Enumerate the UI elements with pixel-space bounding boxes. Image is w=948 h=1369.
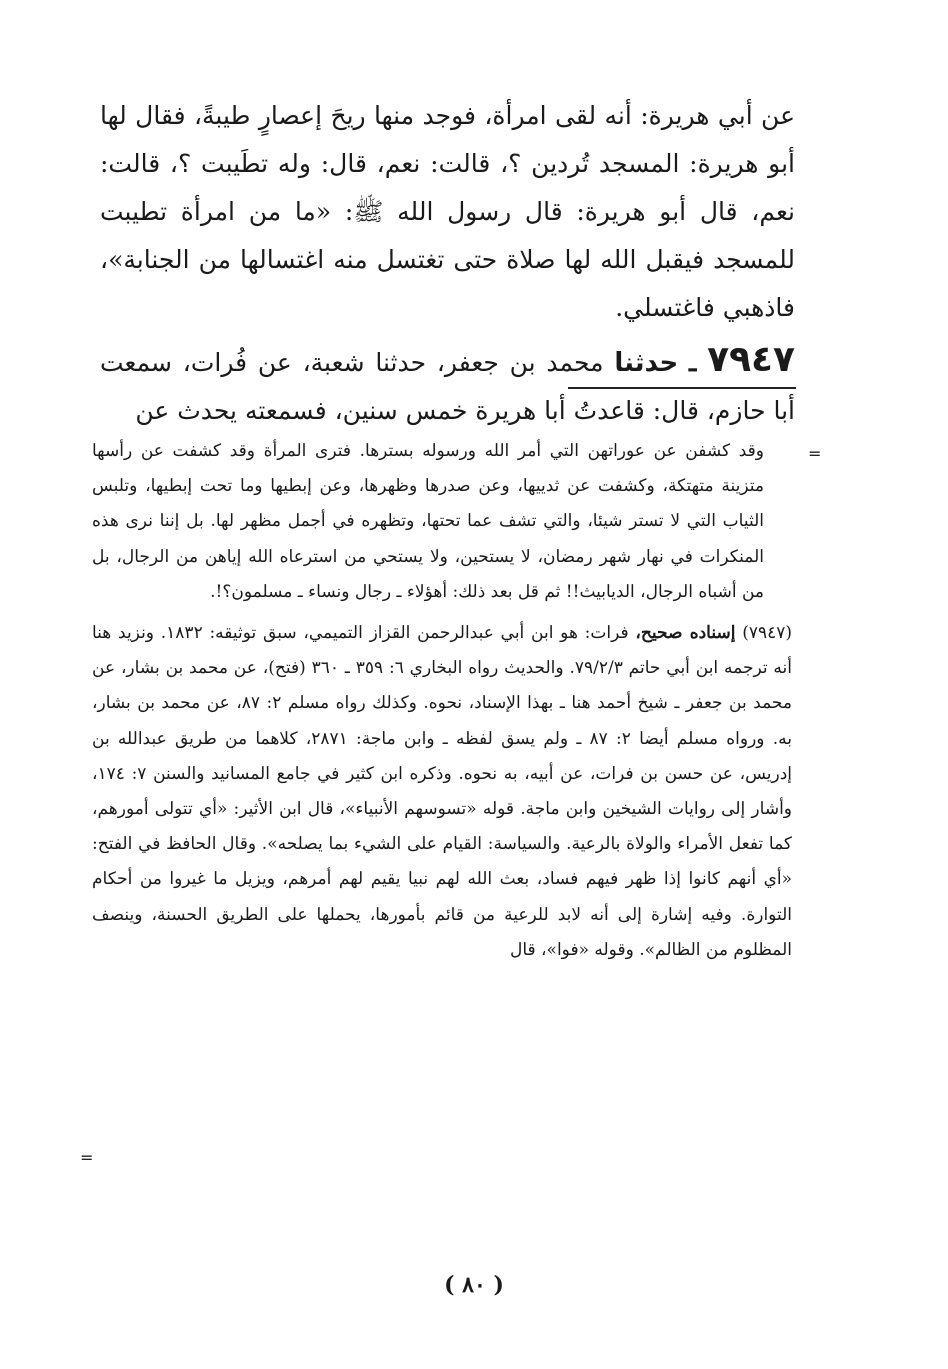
hadith-text: محمد بن جعفر، حدثنا شعبة، عن فُرات، سمعت أبا حازم، قال: قاعدتُ أبا هريرة خمس سنين، فسمعته يحدث عن bbox=[100, 348, 795, 425]
hadith-dash: ـ bbox=[689, 348, 697, 377]
page-number: ( ٨٠ ) bbox=[444, 1272, 504, 1298]
footnote-continuation: وقد كشفن عن عوراتهن التي أمر الله ورسوله بسترها. فترى المرأة وقد كشفت عن رأسها متزينة متهتكة، وكشفت عن ثدييها، وعن صدرها وظهرها، وعن إبطيها وما تحت إبطيها، وتلبس الثياب التي لا تستر شيئا، والتي تشف عما تحتها، وتظهره في أجمل مظهر لها. بل إننا نرى هذه المنكرات في نهار شهر رمضان، لا يستحين، ولا يستحي من استرعاه الله إياهن من الرجال، بل من أشباه الرجال، الديابيث!! ثم قل بعد ذلك: أهؤلاء ـ رجال ونساء ـ مسلمون؟!. bbox=[92, 441, 764, 602]
hadith-opening: حدثنا bbox=[614, 348, 679, 378]
footnote-text: فرات: هو ابن أبي عبدالرحمن القزاز التميمي، سبق توثيقه: ١٨٣٢. ونزيد هنا أنه ترجمه ابن أبي حاتم ٧٩/٢/٣. والحديث رواه البخاري ٦: ٣٥٩ ـ ٣٦٠ (فتح)، عن محمد بن بشار، عن محمد بن جعفر ـ شيخ أحمد هنا ـ بهذا الإسناد، نحوه. وكذلك رواه مسلم ٢: ٨٧، عن محمد بن بشار، به. ورواه مسلم أيضا ٢: ٨٧ ـ ولم يسق لفظه ـ وابن ماجة: ٢٨٧١، كلاهما من طريق عبدالله بن إدريس، عن حسن بن فرات، عن أبيه، به نحوه. وذكره ابن كثير في جامع المسانيد والسنن ٧: ١٧٤، وأشار إلى روايات الشيخين وابن ماجة. قوله «تسوسهم الأنبياء»، قال ابن الأثير: «أي تتولى أمورهم، كما تفعل الأمراء والولاة بالرعية. والسياسة: القيام على الشيء بما يصلحه». وقال الحافظ في الفتح: «أي أنهم كانوا إذا ظهر فيهم فساد، بعث الله لهم نبيا يقيم لهم أمرهم، ويزيل ما غيروا من أحكام التوارة. وفيه إشارة إلى أنه لابد للرعية من قائم بأمورها، يحملها على الطريق الحسنة، وينصف المظلوم من الظالم». وقوله «فوا»، قال bbox=[92, 623, 792, 960]
main-text bbox=[100, 92, 795, 435]
hadith-7947 bbox=[100, 336, 795, 435]
footnote-entry-7947 bbox=[92, 616, 792, 968]
continuation-marker-top: = bbox=[808, 444, 822, 463]
footnote-separator bbox=[568, 387, 796, 389]
footnote-verdict: إسناده صحيح، bbox=[635, 623, 736, 644]
footnote-number: (٧٩٤٧) bbox=[742, 623, 793, 644]
continuation-marker-bottom: = bbox=[80, 1148, 94, 1167]
main-paragraph: عن أبي هريرة: أنه لقى امرأة، فوجد منها ريحَ إعصارٍ طيبةً، فقال لها أبو هريرة: المسجد تُردين ؟، قالت: نعم، قال: وله تطَيبت ؟، قالت: نعم، قال أبو هريرة: قال رسول الله ﷺ: «ما من امرأة تطيبت للمسجد فيقبل الله لها صلاة حتى تغتسل منه اغتسالها من الجنابة»، فاذهبي فاغتسلي. bbox=[100, 101, 796, 322]
hadith-number: ٧٩٤٧ bbox=[707, 339, 795, 380]
footnotes bbox=[92, 434, 792, 968]
